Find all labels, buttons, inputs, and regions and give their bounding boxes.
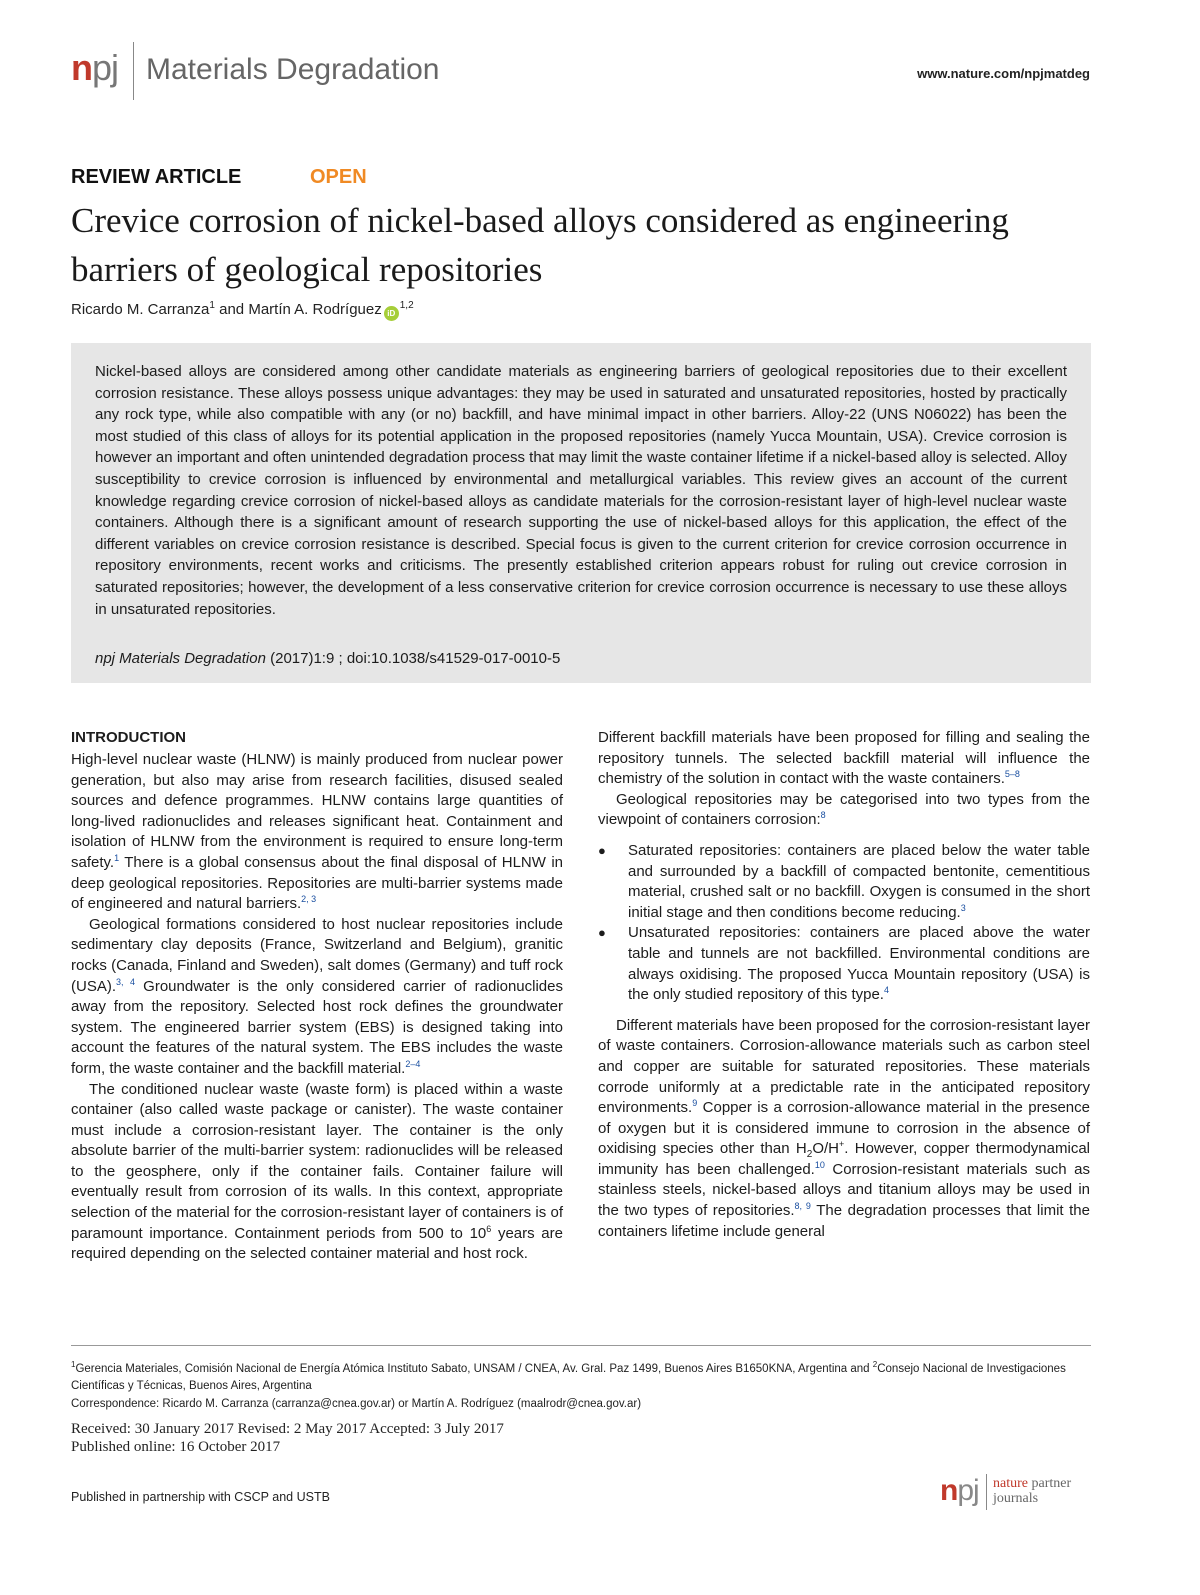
npj-logo: npj: [71, 47, 119, 88]
paragraph: Geological repositories may be categorised into two types from the viewpoint of containers corrosion:$^8$: [598, 790, 1090, 829]
citation-line: [95, 650, 560, 667]
orcid-icon[interactable]: iD: [384, 306, 399, 321]
reference-link[interactable]: 9: [692, 1098, 698, 1109]
footnote-divider: [71, 1345, 1091, 1346]
author-link[interactable]: Martín A. Rodríguez: [248, 301, 382, 318]
section-heading: INTRODUCTION: [71, 729, 186, 746]
author-list: [71, 300, 414, 321]
citation-doi[interactable]: (2017)1:9 ; doi:10.1038/s41529-017-0010-5: [265, 650, 561, 667]
reference-link[interactable]: 4: [883, 985, 889, 996]
paragraph: High-level nuclear waste (HLNW) is mainly produced from nuclear power generation, but also may arise from research facilities, disused sealed sources and defence programmes. HLNW contains large quantities of long-lived radionuclides and releases significant heat. Containment and isolation of HLNW from the environment is required to ensure long-term safety.$^1$ There is a global consensus about the final disposal of HLNW in deep geological repositories. Repositories are multi-barrier systems made of engineered and natural barriers.$^{2, 3}$: [71, 751, 563, 913]
list-item: ● Saturated repositories: containers are placed below the water table and surrounded by a backfill of compacted bentonite, cementitious material, crushed salt or no backfill. Oxygen is consumed in the short initial stage and then conditions become reducing.$^3$: [598, 841, 1090, 923]
logo-divider: [133, 42, 134, 100]
publication-dates: [71, 1420, 504, 1456]
paragraph: Different materials have been proposed for the corrosion-resistant layer of waste containers. Corrosion-allowance materials such as carbon steel and copper are suitable for saturated repositories. These materials corrode uniformly at a predictable rate in the anticipated repository environments.$^9$ Copper is a corrosion-allowance material in the presence of oxygen but it is considered immune to corrosion in the absence of oxidising species other than $H_2O/H^+$. However, copper thermodynamical immunity has been challenged.$^{10}$ Corrosion-resistant materials such as stainless steels, nickel-based alloys and titanium alloys may be used in the two types of repositories.$^{8, 9}$ The degradation processes that limit the containers lifetime include general: [598, 1016, 1090, 1240]
article-title: Crevice corrosion of nickel-based alloys considered as engineering barriers of geological repositories: [71, 201, 1009, 289]
list-item: ● Unsaturated repositories: containers are placed above the water table and tunnels are not backfilled. Environmental conditions are always oxidising. The proposed Yucca Mountain repository (USA) is the only studied repository of this type.$^4$: [598, 923, 1090, 1005]
journal-url-link[interactable]: www.nature.com/npjmatdeg: [917, 66, 1090, 81]
affiliation-ref: 1,2: [399, 300, 414, 311]
superscript: +: [838, 1139, 845, 1150]
abstract-text: Nickel-based alloys are considered among other candidate materials as engineering barriers of geological repositories due to their excellent corrosion resistance. These alloys possess unique advantages: they may be used in saturated and unsaturated repositories, hosted by practically any rock type, while also compatible with any (or no) backfill, and have minimal impact in other barriers. Alloy-22 (UNS N06022) has been the most studied of this class of alloys for its potential application in the proposed repositories (namely Yucca Mountain, USA). Crevice corrosion is however an important and often unintended degradation process that may limit the waste container lifetime if a nickel-based alloy is selected. Alloy susceptibility to crevice corrosion is influenced by environmental and metallurgical variables. This review gives an account of the current knowledge regarding crevice corrosion of nickel-based alloys as candidate materials for the corrosion-resistant layer of high-level nuclear waste containers. Although there is a significant amount of research supporting the use of nickel-based alloys for this application, the effect of the different variables on crevice corrosion resistance is described. Special focus is given to the current criterion for crevice corrosion occurrence in repository environments, recent works and criticisms. The presently established criterion appears robust for ruling out crevice corrosion in saturated repositories; however, the development of a less conservative criterion for crevice corrosion occurrence is necessary to use these alloys in unsaturated repositories.: [95, 363, 1067, 618]
paragraph: The conditioned nuclear waste (waste form) is placed within a waste container (also called waste package or canister). The waste container must include a corrosion-resistant layer. The container is the only absolute barrier of the multi-barrier system: radionuclides will be released to the geosphere, only if the container fails. Container failure will eventually result from corrosion of its walls. In this context, appropriate selection of the material for the corrosion-resistant layer of containers is of paramount importance. Containment periods from 500 to $10^6$ years are required depending on the selected container material and host rock.: [71, 1080, 563, 1263]
reference-link[interactable]: 2–4: [405, 1058, 421, 1069]
reference-link[interactable]: 10: [814, 1159, 825, 1170]
reference-link[interactable]: 3, 4: [116, 976, 136, 987]
article-type-label: REVIEW ARTICLE: [71, 166, 242, 188]
citation-journal: npj Materials Degradation: [95, 650, 266, 667]
open-access-badge: OPEN: [310, 166, 367, 188]
npj-footer-logo: npj: [940, 1474, 979, 1507]
reference-link[interactable]: 8, 9: [794, 1201, 811, 1212]
footer-logo-divider: [986, 1474, 987, 1510]
affiliation-ref: 1: [209, 300, 215, 311]
body-column-right: [598, 728, 1090, 1242]
received-revised-accepted: Received: 30 January 2017 Revised: 2 May 2017 Accepted: 3 July 2017: [71, 1421, 504, 1437]
author-link[interactable]: Ricardo M. Carranza: [71, 301, 210, 318]
reference-link[interactable]: 2, 3: [301, 894, 317, 905]
body-column-left: [71, 728, 563, 1265]
correspondence: Correspondence: Ricardo M. Carranza (carranza@cnea.gov.ar) or Martín A. Rodríguez (maalrodr@cnea.gov.ar): [71, 1397, 642, 1410]
abstract-box: [71, 343, 1091, 683]
affiliations: [71, 1356, 1091, 1413]
reference-link[interactable]: 3: [960, 902, 966, 913]
paragraph: Different backfill materials have been proposed for filling and sealing the repository tunnels. The selected backfill material will influence the chemistry of the solution in contact with the waste containers.$^{5-8}$: [598, 729, 1090, 788]
journal-name: Materials Degradation: [146, 53, 440, 86]
nature-partner-journals-logo: nature partner journals: [993, 1476, 1072, 1506]
subscript: 2: [806, 1149, 813, 1161]
reference-link[interactable]: 1: [114, 852, 120, 863]
affiliation-text: $^1$Gerencia Materiales, Comisión Nacional de Energía Atómica Instituto Sabato, UNSAM / CNEA, Av. Gral. Paz 1499, Buenos Aires B1650KNA, Argentina and $^2$Consejo Nacional de Investigaciones Científicas y Técnicas, Buenos Aires, Argentina: [71, 1360, 1066, 1393]
reference-link[interactable]: 8: [820, 810, 826, 821]
partnership-note: Published in partnership with CSCP and USTB: [71, 1490, 330, 1504]
author-conjunction: and: [219, 301, 245, 318]
published-online: Published online: 16 October 2017: [71, 1439, 281, 1455]
paragraph: Geological formations considered to host nuclear repositories include sedimentary clay deposits (France, Switzerland and Belgium), granitic rocks (Canada, Finland and Sweden), salt domes (Germany) and tuff rock (USA).$^{3, 4}$ Groundwater is the only considered carrier of radionuclides away from the repository. Selected host rock defines the groundwater system. The engineered barrier system (EBS) is designed taking into account the features of the natural system. The EBS includes the waste form, the waste container and the backfill material.$^{2-4}$: [71, 915, 563, 1077]
reference-link[interactable]: 5–8: [1004, 769, 1020, 780]
exponent: 6: [486, 1223, 492, 1234]
bullet-list: [598, 841, 1090, 1006]
